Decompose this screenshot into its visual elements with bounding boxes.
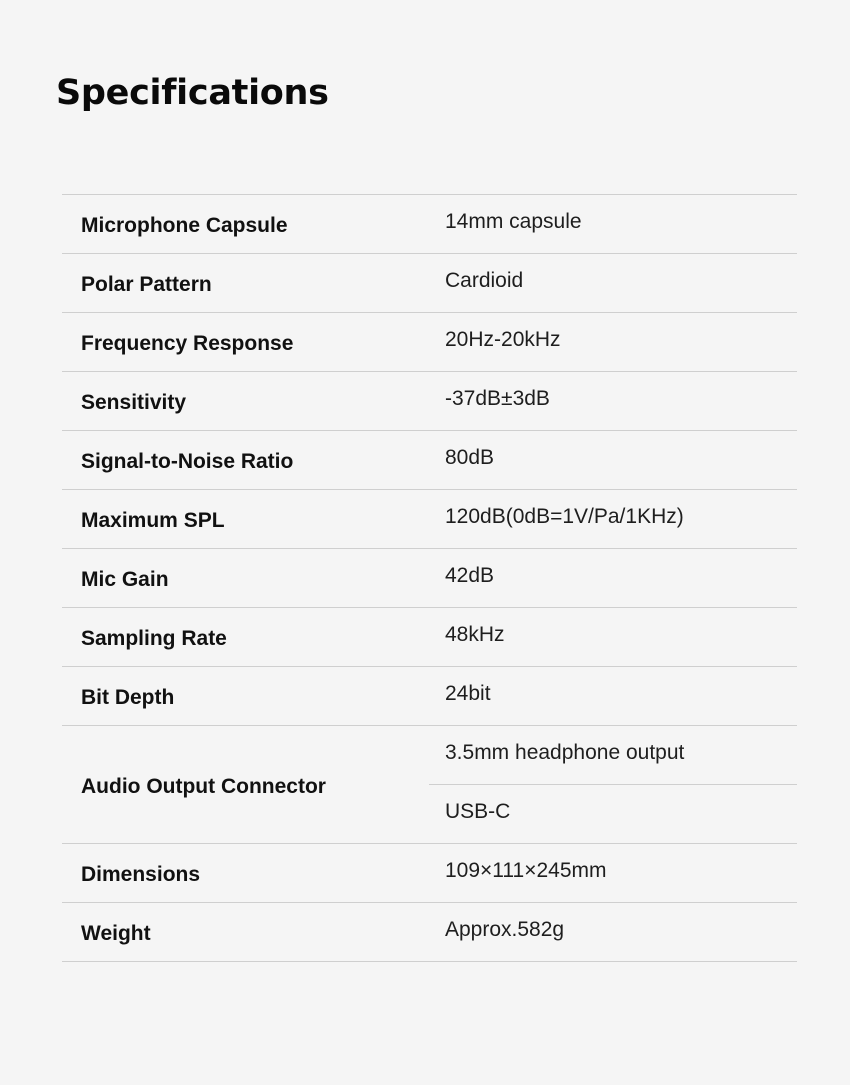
spec-label: Sampling Rate [81, 627, 227, 650]
spec-label: Frequency Response [81, 332, 294, 355]
spec-value: Approx.582g [445, 918, 565, 941]
page-title: Specifications [56, 73, 329, 113]
spec-label: Weight [81, 922, 151, 945]
spec-row-polar-pattern [62, 254, 797, 313]
spec-label: Polar Pattern [81, 273, 212, 296]
spec-value: -37dB±3dB [445, 387, 550, 410]
spec-label: Microphone Capsule [81, 214, 288, 237]
spec-value: 80dB [445, 446, 495, 469]
spec-row-maximum-spl [62, 490, 797, 549]
spec-row-weight [62, 903, 797, 962]
spec-label: Mic Gain [81, 568, 169, 591]
spec-value: 120dB(0dB=1V/Pa/1KHz) [445, 505, 684, 528]
spec-value: 48kHz [445, 623, 505, 646]
spec-row-mic-gain [62, 549, 797, 608]
spec-row-dimensions [62, 844, 797, 903]
spec-row-sensitivity [62, 372, 797, 431]
spec-row-signal-to-noise-ratio [62, 431, 797, 490]
spec-row-audio-output-connector [62, 726, 797, 785]
spec-label: Audio Output Connector [81, 774, 326, 798]
spec-label: Bit Depth [81, 686, 175, 709]
spec-value: 3.5mm headphone output [429, 726, 797, 785]
spec-value: 14mm capsule [445, 210, 582, 233]
spec-value: 20Hz-20kHz [445, 328, 561, 351]
spec-value: Cardioid [445, 269, 524, 292]
spec-row-sampling-rate [62, 608, 797, 667]
spec-label: Maximum SPL [81, 509, 225, 532]
spec-value: 42dB [445, 564, 495, 587]
spec-value: 109×111×245mm [445, 859, 607, 882]
spec-value: 24bit [445, 682, 491, 705]
specifications-table [62, 194, 797, 962]
spec-label: Signal-to-Noise Ratio [81, 450, 294, 473]
spec-label: Dimensions [81, 863, 201, 886]
spec-row-frequency-response [62, 313, 797, 372]
spec-row-bit-depth [62, 667, 797, 726]
spec-label: Sensitivity [81, 391, 187, 414]
spec-row-microphone-capsule [62, 195, 797, 254]
spec-value: USB-C [445, 800, 511, 823]
